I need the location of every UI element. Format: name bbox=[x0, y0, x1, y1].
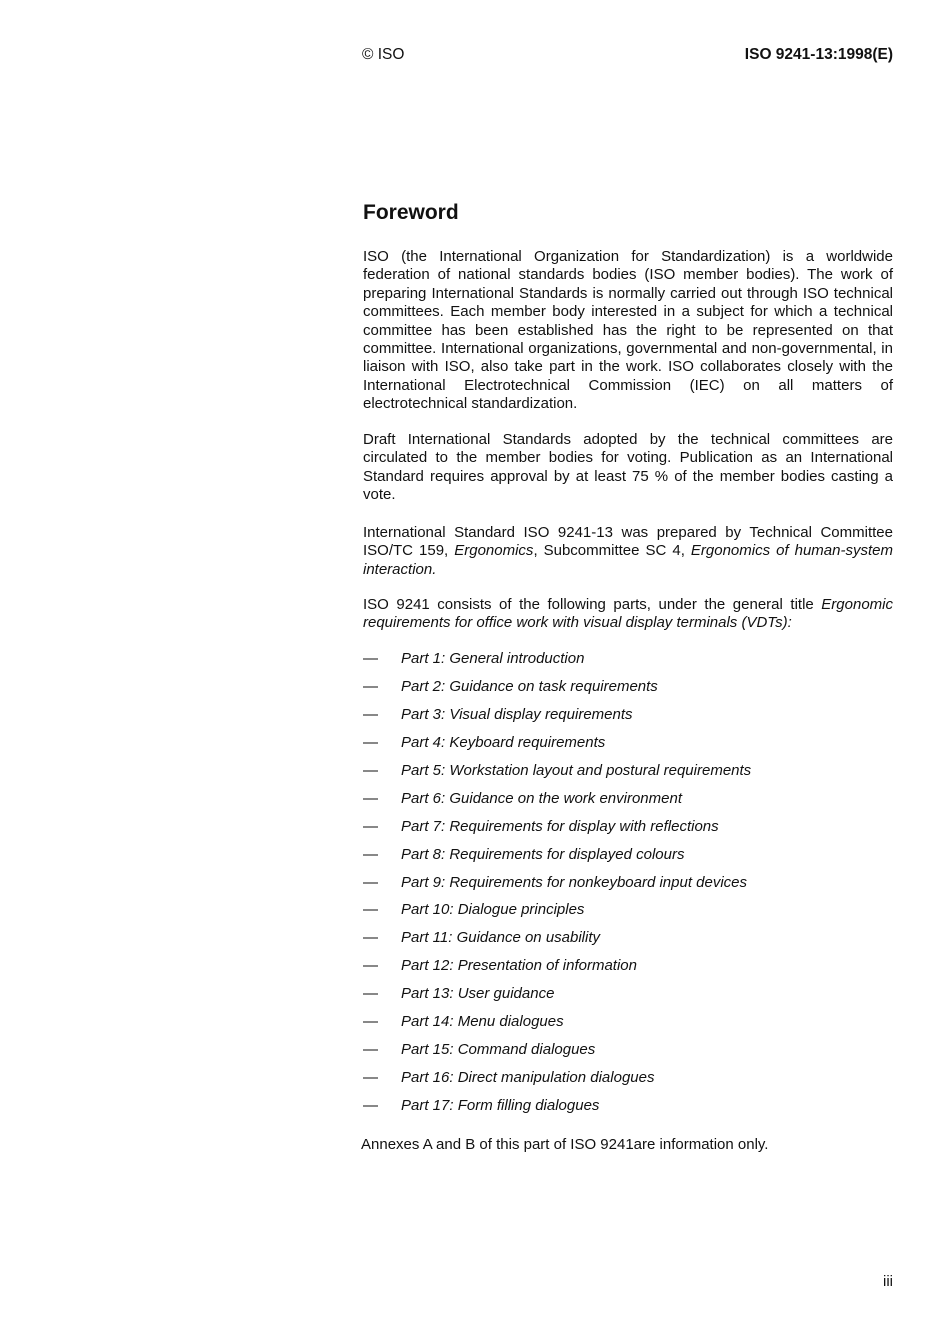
list-item bbox=[363, 874, 751, 902]
italic-span: Ergonomic requirements for office work with visual display terminals (VDTs): bbox=[363, 596, 893, 632]
part-label: Part 17: Form filling dialogues bbox=[401, 1097, 600, 1114]
list-item bbox=[363, 818, 751, 846]
annex-note: Annexes A and B of this part of ISO 9241are information only. bbox=[361, 1136, 769, 1153]
italic-span: Ergonomics of human-system interaction. bbox=[363, 542, 893, 578]
list-item bbox=[363, 957, 751, 985]
list-item bbox=[363, 762, 751, 790]
part-label: Part 1: General introduction bbox=[401, 650, 585, 667]
list-item bbox=[363, 790, 751, 818]
part-label: Part 15: Command dialogues bbox=[401, 1041, 596, 1059]
text-span: ISO 9241 consists of the following parts, under the general title bbox=[363, 596, 822, 613]
part-label: Part 16: Direct manipulation dialogues bbox=[401, 1069, 655, 1087]
part-label: Part 2: Guidance on task requirements bbox=[401, 677, 658, 695]
dash-bullet: — bbox=[363, 1069, 378, 1087]
dash-bullet: — bbox=[363, 1013, 378, 1031]
part-label: Part 10: Dialogue principles bbox=[401, 901, 585, 919]
text-span: , Subcommittee SC 4, bbox=[533, 542, 691, 560]
dash-bullet: — bbox=[363, 873, 378, 891]
paragraph-prepared-by bbox=[363, 524, 893, 579]
list-item bbox=[363, 1041, 751, 1069]
part-label: Part 13: User guidance bbox=[401, 985, 555, 1003]
parts-list bbox=[363, 650, 751, 1125]
page-number: iii bbox=[883, 1273, 893, 1290]
dash-bullet: — bbox=[363, 985, 378, 1003]
dash-bullet: — bbox=[363, 733, 378, 751]
list-item bbox=[363, 985, 751, 1013]
dash-bullet: — bbox=[363, 901, 378, 919]
part-label: Part 8: Requirements for displayed colours bbox=[401, 845, 685, 863]
dash-bullet: — bbox=[363, 650, 378, 667]
part-label: Part 11: Guidance on usability bbox=[401, 929, 601, 947]
page-title: Foreword bbox=[363, 201, 459, 224]
paragraph-iso-intro: ISO (the International Organization for Standardization) is a worldwide federation of national standards bodies (ISO member bodies). The work of preparing International Standards is normally carried out through ISO technical committees. Each member body interested in a subject for which a technical committee has been established has the right to be represented on that committee. International organizations, governmental and non-governmental, in liaison with ISO, also take part in the work. ISO collaborates closely with the International Electrotechnical Commission (IEC) on all matters of electrotechnical standardization. bbox=[363, 248, 893, 413]
part-label: Part 5: Workstation layout and postural requirements bbox=[401, 761, 752, 779]
part-label: Part 9: Requirements for nonkeyboard input devices bbox=[401, 873, 748, 891]
paragraph-draft-standards: Draft International Standards adopted by the technical committees are circulated to the member bodies for voting. Publication as an International Standard requires approval by at least 75 % of the member bodies casting a vote. bbox=[363, 431, 893, 504]
part-label: Part 6: Guidance on the work environment bbox=[401, 789, 682, 807]
italic-span: Ergonomics bbox=[454, 542, 534, 560]
list-item bbox=[363, 846, 751, 874]
dash-bullet: — bbox=[363, 1041, 378, 1059]
dash-bullet: — bbox=[363, 929, 378, 947]
list-item bbox=[363, 706, 751, 734]
dash-bullet: — bbox=[363, 845, 378, 863]
document-identifier: ISO 9241-13:1998(E) bbox=[744, 46, 893, 63]
text-span: International Standard ISO 9241-13 was prepared by Technical Committee ISO/TC 159, bbox=[363, 524, 893, 560]
part-label: Part 7: Requirements for display with reflections bbox=[401, 817, 719, 835]
part-label: Part 12: Presentation of information bbox=[401, 957, 637, 975]
list-item bbox=[363, 678, 751, 706]
dash-bullet: — bbox=[363, 677, 378, 695]
dash-bullet: — bbox=[363, 761, 378, 779]
dash-bullet: — bbox=[363, 957, 378, 975]
dash-bullet: — bbox=[363, 705, 378, 723]
paragraph-parts-intro bbox=[363, 596, 893, 633]
list-item bbox=[363, 929, 751, 957]
part-label: Part 3: Visual display requirements bbox=[401, 705, 633, 723]
part-label: Part 14: Menu dialogues bbox=[401, 1013, 564, 1031]
dash-bullet: — bbox=[363, 789, 378, 807]
list-item bbox=[363, 734, 751, 762]
list-item bbox=[363, 1069, 751, 1097]
copyright-notice: © ISO bbox=[362, 46, 405, 63]
list-item bbox=[363, 1013, 751, 1041]
dash-bullet: — bbox=[363, 1097, 378, 1114]
part-label: Part 4: Keyboard requirements bbox=[401, 733, 606, 751]
list-item bbox=[363, 1097, 751, 1125]
list-item bbox=[363, 901, 751, 929]
list-item bbox=[363, 650, 751, 678]
dash-bullet: — bbox=[363, 817, 378, 835]
